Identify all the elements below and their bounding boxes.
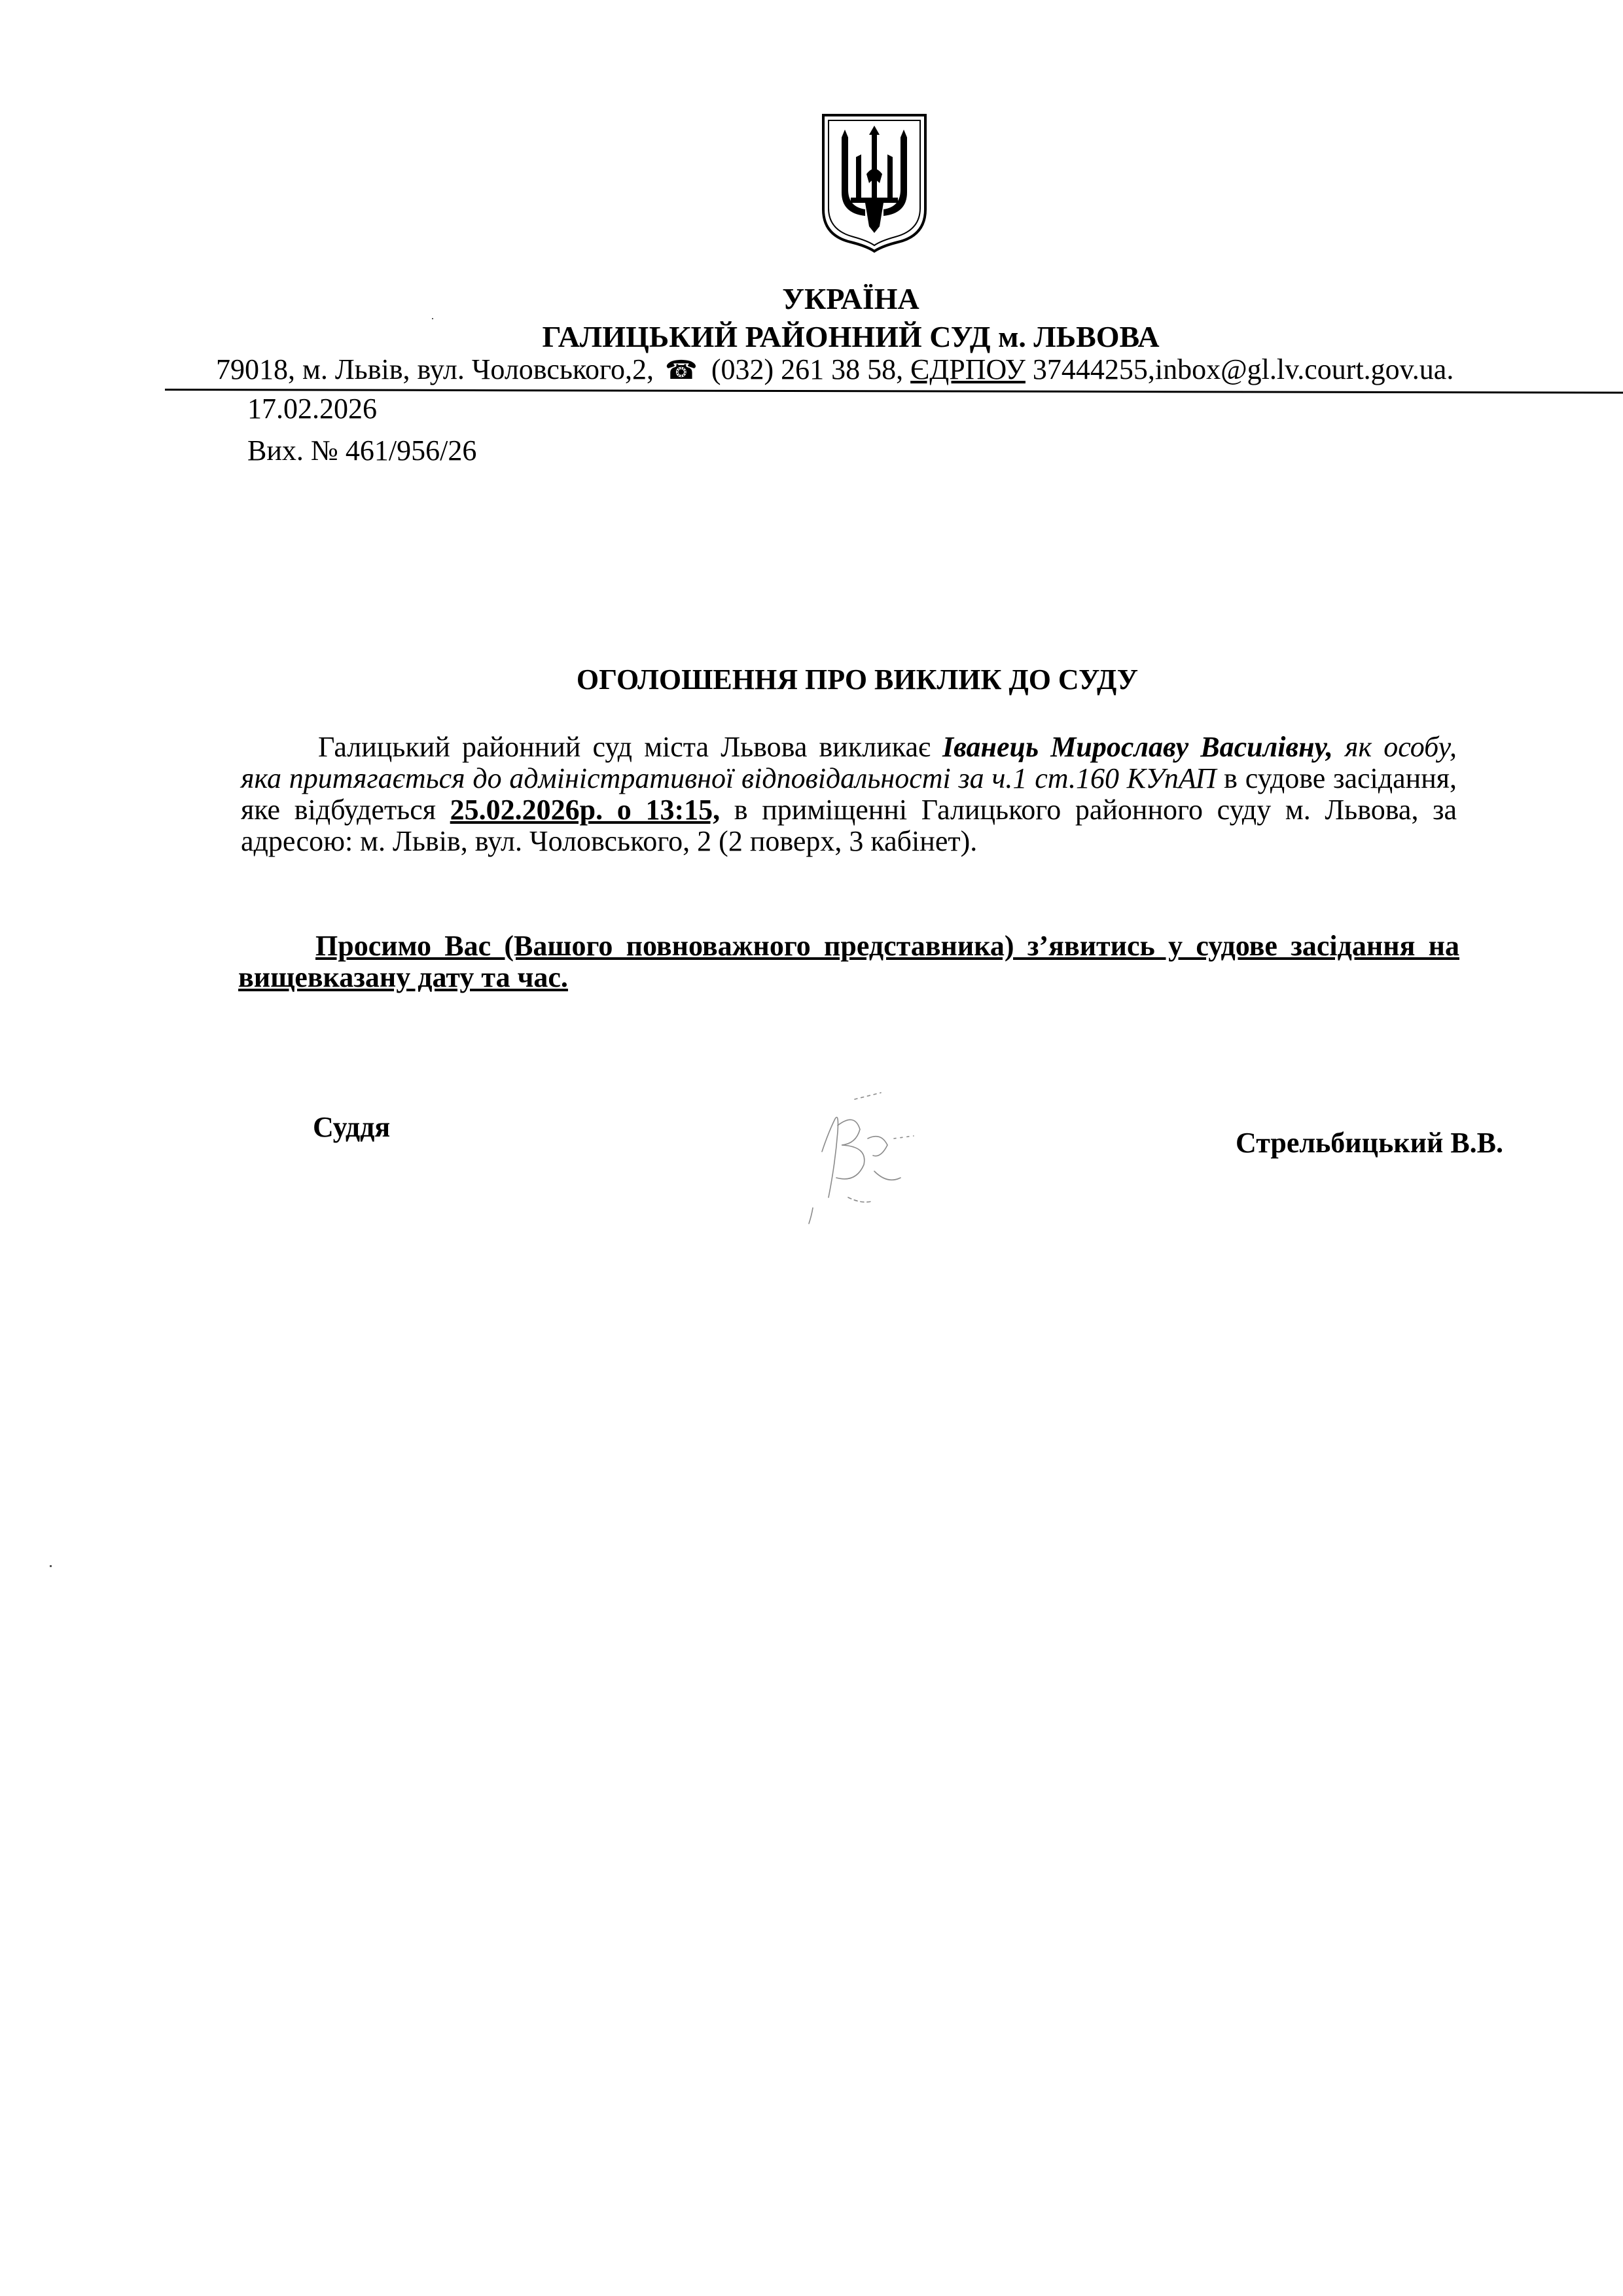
address-text: 79018, м. Львів, вул. Чоловського,2, xyxy=(216,353,654,385)
header-divider xyxy=(165,389,1623,394)
judge-role-label: Суддя xyxy=(313,1111,391,1143)
notice-title: ОГОЛОШЕННЯ ПРО ВИКЛИК ДО СУДУ xyxy=(576,663,1139,696)
court-address-line xyxy=(216,352,1454,388)
scan-speck xyxy=(432,318,433,319)
body-text-location: в приміщенні Галицького районного суду м. Львова, за адресою: м. Львів, вул. Чоловського, 2 (2 поверх, 3 кабінет). xyxy=(241,794,1457,857)
hearing-datetime: 25.02.2026р. о 13:15, xyxy=(450,794,721,826)
body-text-start: Галицький районний суд міста Львова викликає xyxy=(318,731,943,763)
attendance-request: Просимо Вас (Вашого повноважного представника) з’явитись у судове засідання на вищевказану дату та час. xyxy=(238,930,1459,993)
document-date: 17.02.2026 xyxy=(247,393,377,425)
court-heading: ГАЛИЦЬКИЙ РАЙОННИЙ СУД м. ЛЬВОВА xyxy=(542,320,1160,353)
telephone-icon: ☎ xyxy=(665,355,698,385)
phone-number: (032) 261 38 58, xyxy=(711,353,904,385)
notice-body-paragraph xyxy=(241,732,1457,857)
edrpou-and-email: 37444255,inbox@gl.lv.court.gov.ua. xyxy=(1032,353,1454,385)
coat-of-arms-emblem xyxy=(819,111,929,254)
scan-speck xyxy=(50,1565,52,1567)
body-text-session: в судове засідання, яке відбудеться xyxy=(241,762,1457,826)
judge-name: Стрельбицький В.В. xyxy=(1236,1127,1504,1159)
judge-signature-scribble xyxy=(783,1073,946,1243)
country-heading: УКРАЇНА xyxy=(782,282,919,315)
summoned-person-name: Іванець Мирославу Василівну, xyxy=(942,731,1333,763)
edrpou-label: ЄДРПОУ xyxy=(910,353,1026,385)
outgoing-number: Вих. № 461/956/26 xyxy=(247,434,477,467)
body-text-offense: як особу, яка притягається до адміністративної відповідальності за ч.1 ст.160 КУпАП xyxy=(241,731,1457,794)
